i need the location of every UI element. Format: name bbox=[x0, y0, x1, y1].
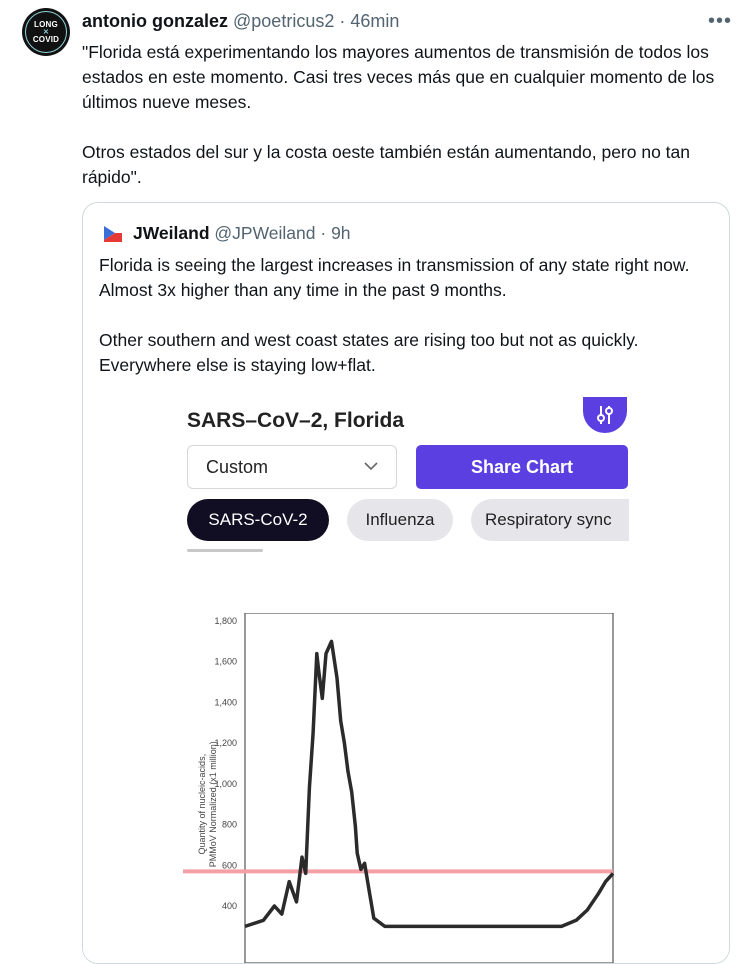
sliders-icon bbox=[594, 404, 616, 426]
y-tick-label: 1,800 bbox=[214, 616, 237, 626]
tweet-header bbox=[82, 10, 399, 32]
separator-dot: · bbox=[320, 223, 327, 243]
quoted-tweet[interactable] bbox=[82, 202, 730, 964]
author-avatar[interactable] bbox=[22, 8, 70, 56]
screenshot-title: SARS–CoV–2, Florida bbox=[187, 409, 405, 432]
tab-influenza[interactable]: Influenza bbox=[347, 499, 453, 541]
tweet-timestamp[interactable]: 46min bbox=[350, 11, 400, 31]
quoted-timestamp[interactable]: 9h bbox=[331, 223, 351, 243]
avatar-text-line-2: COVID bbox=[32, 34, 60, 44]
plot-frame bbox=[245, 613, 613, 963]
tweet-paragraph: Otros estados del sur y la costa oeste también están aumentando, pero no tan rápido". bbox=[82, 142, 691, 187]
tab-respiratory-syncytial[interactable]: Respiratory sync bbox=[471, 499, 629, 541]
tweet-paragraph: "Florida está experimentando los mayores aumentos de transmisión de todos los estados en este momento. Casi tres veces más que en cualquier momento de los últimos nueve meses. bbox=[82, 42, 715, 112]
quoted-paragraph: Florida is seeing the largest increases in transmission of any state right now. Almost 3x higher than any time in the past 9 months. bbox=[99, 255, 690, 300]
author-handle[interactable]: @poetricus2 bbox=[233, 11, 335, 31]
filter-button[interactable] bbox=[583, 397, 627, 433]
series-line bbox=[245, 641, 613, 926]
share-chart-button[interactable]: Share Chart bbox=[416, 445, 628, 489]
y-tick-label: 400 bbox=[221, 901, 237, 911]
tab-sars-cov-2[interactable]: SARS-CoV-2 bbox=[187, 499, 329, 541]
tweet-text bbox=[82, 40, 732, 190]
y-tick-label: 600 bbox=[221, 860, 237, 871]
quoted-author-name[interactable]: JWeiland bbox=[133, 223, 210, 243]
wastewater-line-chart bbox=[183, 613, 623, 963]
y-tick-label: 800 bbox=[221, 819, 237, 830]
quoted-header bbox=[133, 222, 351, 244]
separator-dot: · bbox=[339, 11, 346, 31]
quoted-text bbox=[99, 253, 719, 378]
avatar-text-line-1: LONG bbox=[34, 19, 58, 29]
range-select[interactable] bbox=[187, 445, 397, 489]
ribbon-icon: ✕ bbox=[42, 28, 50, 36]
range-select-value: Custom bbox=[206, 457, 269, 477]
y-tick-label: 1,400 bbox=[214, 697, 237, 708]
quoted-author-avatar[interactable] bbox=[101, 221, 125, 245]
quoted-paragraph: Other southern and west coast states are rising too but not as quickly. Everywhere else is staying low+flat. bbox=[99, 330, 639, 375]
tab-scroll-indicator bbox=[187, 549, 263, 552]
author-name[interactable]: antonio gonzalez bbox=[82, 11, 228, 31]
y-tick-label: 1,000 bbox=[214, 778, 237, 789]
y-tick-label: 1,600 bbox=[214, 656, 237, 667]
chevron-down-icon bbox=[364, 461, 378, 471]
pathogen-tabs bbox=[187, 499, 629, 545]
more-options-icon[interactable]: ••• bbox=[708, 10, 733, 32]
attached-screenshot[interactable] bbox=[83, 393, 729, 963]
y-tick-label: 1,200 bbox=[214, 738, 237, 749]
y-axis-title: Quantity of nucleic-acids,PMMoV Normalized (x1 million) bbox=[197, 741, 218, 868]
quoted-author-handle[interactable]: @JPWeiland bbox=[214, 223, 316, 243]
